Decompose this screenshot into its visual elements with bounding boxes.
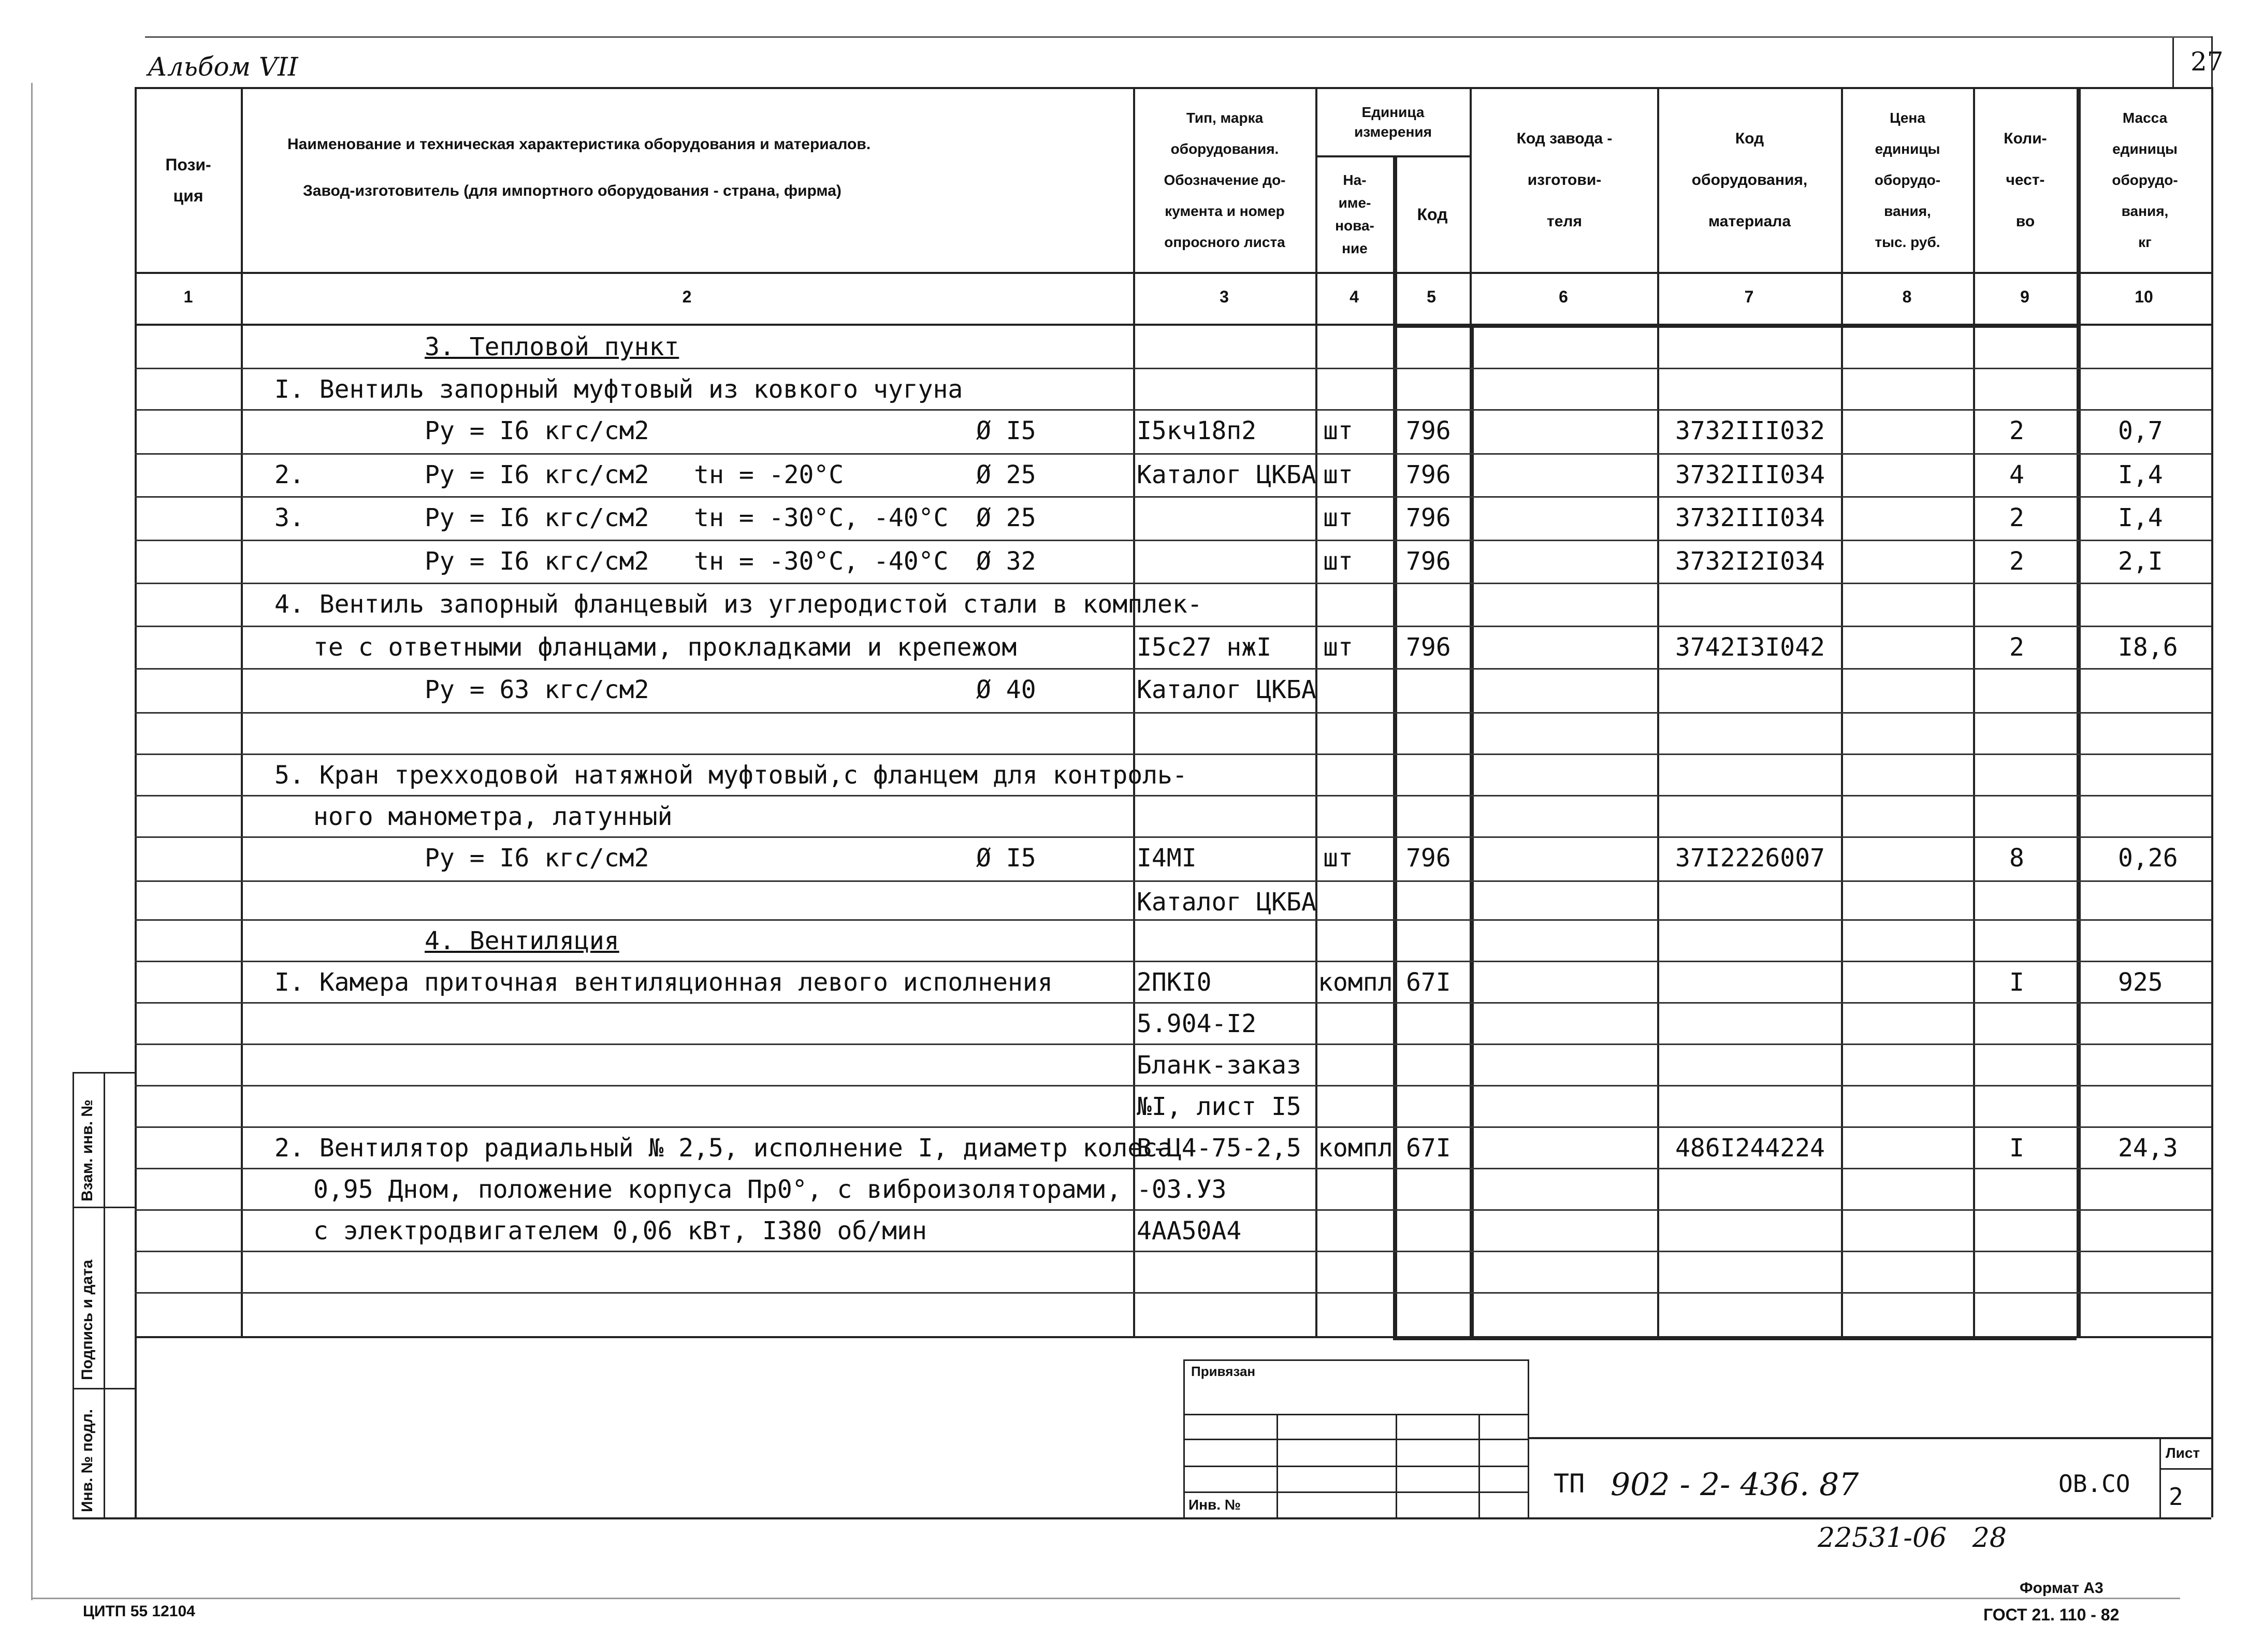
cell-dia: Ø I5 [976,844,1036,873]
page-number: 27 [2191,47,2224,77]
cell-c5: 796 [1406,633,1451,662]
cell-c4: компл [1318,1134,1393,1163]
cell-c5: 67I [1406,1134,1451,1163]
colnum-9: 9 [2020,287,2029,306]
sheet-label: Лист [2166,1445,2200,1461]
cell-c10: 0,26 [2118,844,2178,873]
cell-c4: шт [1323,416,1353,445]
cell-dia: Ø 25 [976,460,1036,489]
header-name-line1: Наименование и техническая характеристика оборудования и материалов. [287,136,871,153]
cell-c7: 3732III032 [1675,416,1825,445]
cell-c4: шт [1323,633,1353,662]
cell-c5: 796 [1406,416,1451,445]
cell-c3: 4АА50А4 [1137,1216,1242,1245]
cell-dia: Ø I5 [976,416,1036,445]
cell-dia: Ø 40 [976,675,1036,704]
side-label-podpis: Подпись и дата [79,1259,96,1380]
doc-suffix: ОВ.СО [2058,1470,2130,1498]
cell-c2: 3. Тепловой пункт [425,332,679,361]
footer-left: ЦИТП 55 12104 [83,1603,195,1620]
cell-c7: 3732I2I034 [1675,547,1825,576]
cell-c10: 24,3 [2118,1134,2178,1163]
header-unit-code: Код [1417,205,1448,224]
cell-c4: шт [1323,547,1353,576]
cell-c3: №I, лист I5 [1137,1092,1301,1121]
cell-c10: I8,6 [2118,633,2178,662]
cell-c2: 4. Вентиляция [425,926,619,955]
cell-c10: 2,I [2118,547,2163,576]
header-unit: Единица измерения [1354,104,1432,140]
colnum-1: 1 [183,287,193,306]
colnum-7: 7 [1744,287,1754,306]
cell-c2: с электродвигателем 0,06 кВт, I380 об/мин [313,1216,927,1245]
cell-c2: те с ответными фланцами, прокладками и крепежом [313,633,1017,662]
cell-c3: I4MI [1137,844,1197,873]
cell-c7: 3742I3I042 [1675,633,1825,662]
cell-c2: 5. Кран трехходовой натяжной муфтовый,с фланцем для контроль- [274,761,1187,790]
sheet-number: 2 [2169,1483,2183,1511]
colnum-4: 4 [1350,287,1359,306]
colnum-3: 3 [1220,287,1229,306]
header-mass: Масса единицы оборудо- вания, кг [2112,109,2178,250]
cell-c3: I5с27 нжI [1137,633,1272,662]
cell-c2: ного манометра, латунный [313,802,673,831]
cell-c1n: 3. [274,503,304,532]
header-price: Цена единицы оборудо- вания, тыс. руб. [1874,109,1941,250]
colnum-8: 8 [1902,287,1912,306]
cell-c10: I,4 [2118,460,2163,489]
stamp-privyazan: Привязан [1191,1364,1256,1379]
cell-c2: Ру = I6 кгс/см2 [425,416,649,445]
doc-code-prefix: ТП [1554,1469,1585,1499]
cell-c5: 796 [1406,547,1451,576]
album-label: Альбом VII [148,52,298,82]
cell-c7: 486I244224 [1675,1134,1825,1163]
header-type: Тип, марка оборудования. Обозначение до- кумента и номер опросного листа [1164,109,1286,250]
cell-c5: 796 [1406,503,1451,532]
cell-c10: 925 [2118,968,2163,997]
cell-c2: Ру = I6 кгс/см2 [425,844,649,873]
cell-c9: I [2009,968,2024,997]
cell-c2: Ру = I6 кгс/см2 tн = -30°C, -40°C [425,503,949,532]
cell-c5: 796 [1406,460,1451,489]
header-position: Пози- ция [165,155,211,205]
cell-c3: 5.904-I2 [1137,1009,1257,1038]
cell-c3: Каталог ЦКБА [1137,460,1316,489]
header-unit-name: На- име- нова- ние [1335,171,1374,256]
cell-c2: Ру = I6 кгс/см2 tн = -30°C, -40°C [425,547,949,576]
cell-c2: Ру = I6 кгс/см2 tн = -20°C [425,460,844,489]
cell-c2: 4. Вентиль запорный фланцевый из углеродистой стали в комплек- [274,590,1202,619]
colnum-2: 2 [682,287,692,306]
cell-dia: Ø 25 [976,503,1036,532]
cell-c9: 2 [2009,547,2024,576]
colnum-10: 10 [2135,287,2153,306]
cell-c4: шт [1323,844,1353,873]
cell-c2: I. Камера приточная вентиляционная левого исполнения [274,968,1053,997]
cell-c5: 796 [1406,844,1451,873]
cell-c7: 3732III034 [1675,503,1825,532]
cell-c9: 2 [2009,503,2024,532]
cell-c2: I. Вентиль запорный муфтовый из ковкого чугуна [274,375,963,404]
cell-c2: 0,95 Дном, положение корпуса Пр0°, с виброизоляторами, [313,1175,1122,1204]
cell-c3: -03.У3 [1137,1175,1227,1204]
cell-c5: 67I [1406,968,1451,997]
cell-c10: 0,7 [2118,416,2163,445]
cell-c1n: 2. [274,460,304,489]
colnum-5: 5 [1427,287,1436,306]
footer-format: Формат А3 [2020,1579,2104,1597]
cell-c9: 2 [2009,633,2024,662]
header-equipment-code: Код оборудования, материала [1691,129,1808,230]
cell-c4: шт [1323,503,1353,532]
header-factory-code: Код завода - изготови- теля [1516,129,1613,230]
cell-c3: Каталог ЦКБА [1137,675,1316,704]
side-label-vzam: Взам. инв. № [79,1099,96,1201]
cell-c4: компл [1318,968,1393,997]
cell-c9: 4 [2009,460,2024,489]
cell-c2: 2. Вентилятор радиальный № 2,5, исполнение I, диаметр колеса [274,1134,1172,1163]
side-label-inv-podl: Инв. № подл. [79,1409,96,1512]
cell-c7: 3732III034 [1675,460,1825,489]
cell-c3: Каталог ЦКБА [1137,888,1316,917]
handwritten-number: 22531-06 28 [1818,1523,2007,1554]
cell-c7: 37I2226007 [1675,844,1825,873]
cell-dia: Ø 32 [976,547,1036,576]
footer-gost: ГОСТ 21. 110 - 82 [1983,1605,2120,1624]
cell-c2: Ру = 63 кгс/см2 [425,675,649,704]
cell-c9: 8 [2009,844,2024,873]
cell-c3: I5кч18п2 [1137,416,1257,445]
stamp-inv-no: Инв. № [1188,1497,1241,1513]
cell-c3: В-Ц4-75-2,5 [1137,1134,1301,1163]
cell-c10: I,4 [2118,503,2163,532]
doc-code: 902 - 2- 436. 87 [1611,1467,1859,1503]
cell-c9: I [2009,1134,2024,1163]
header-quantity: Коли- чест- во [2004,129,2047,230]
cell-c4: шт [1323,460,1353,489]
cell-c3: Бланк-заказ [1137,1051,1301,1080]
colnum-6: 6 [1559,287,1568,306]
cell-c3: 2ПКI0 [1137,968,1212,997]
header-name-line2: Завод-изготовитель (для импортного оборудования - страна, фирма) [303,182,842,199]
cell-c9: 2 [2009,416,2024,445]
